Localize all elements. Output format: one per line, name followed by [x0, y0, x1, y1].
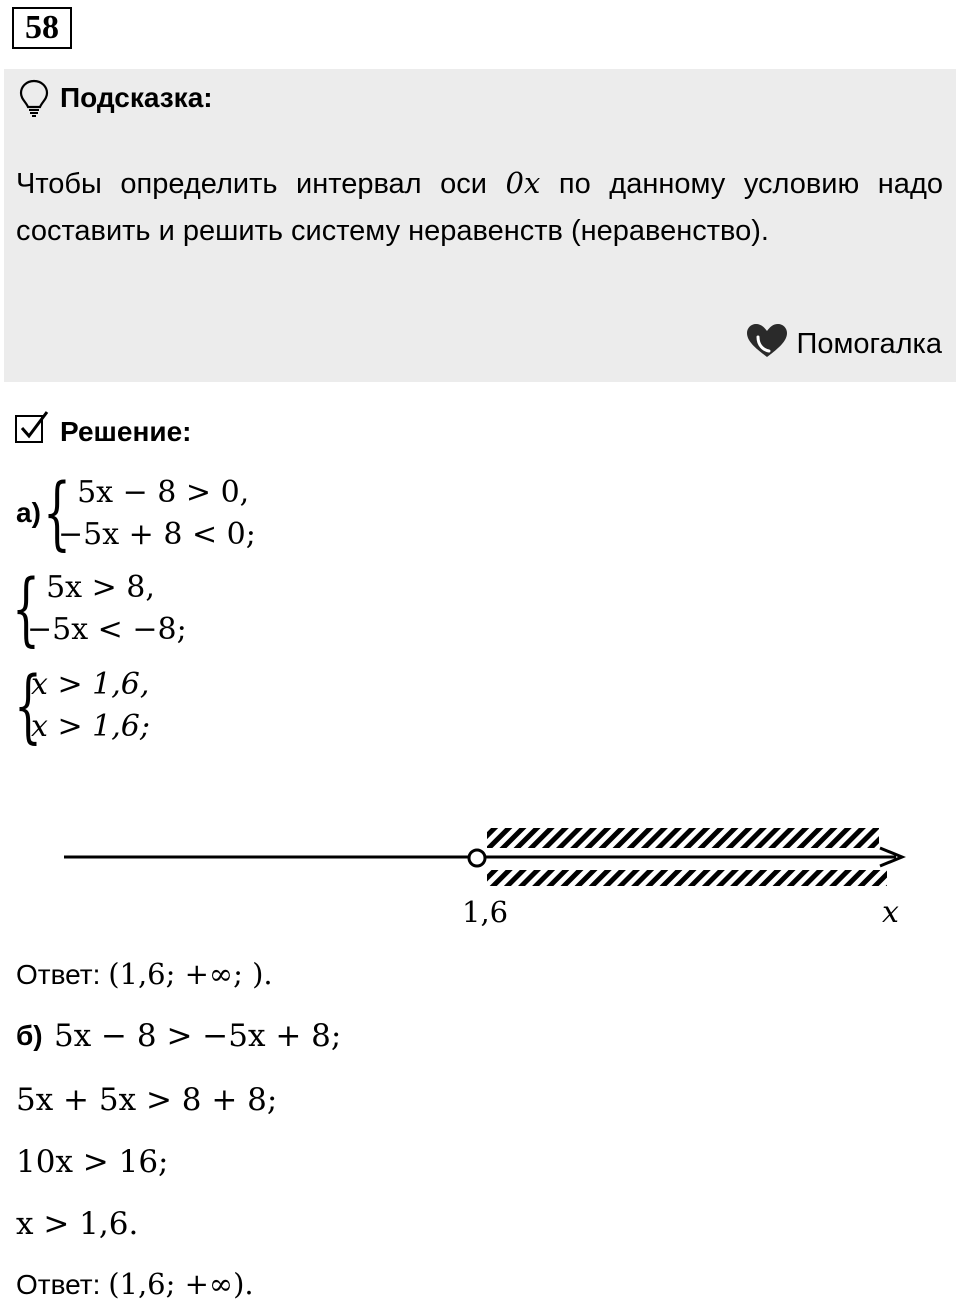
- task-number: 58: [12, 7, 72, 49]
- part-a-label: а): [16, 497, 41, 528]
- helper-label: Помогалка: [796, 328, 942, 360]
- system1-line-2: −5x + 8 < 0;: [58, 517, 256, 552]
- answer-b-value: (1,6; +∞).: [108, 1267, 254, 1301]
- system1-line-1: 5x − 8 > 0,: [58, 475, 250, 510]
- lightbulb-icon: [18, 78, 50, 123]
- solution-title: Решение:: [60, 416, 192, 447]
- hint-axis-name: 0x: [505, 166, 541, 200]
- system2-brace: {: [12, 562, 40, 655]
- heart-icon: [745, 323, 789, 370]
- part-b-label: б): [16, 1020, 43, 1051]
- system2-line-1: 5x > 8,: [27, 570, 155, 605]
- answer-a-label: Ответ:: [16, 959, 109, 990]
- part-b-line-3: 10x > 16;: [16, 1144, 169, 1180]
- system2-line-2: −5x < −8;: [27, 612, 187, 647]
- part-b-line-2: 5x + 5x > 8 + 8;: [16, 1082, 278, 1118]
- helper-link[interactable]: [745, 323, 942, 370]
- upper-hatching: [487, 828, 879, 848]
- open-point: [469, 850, 485, 866]
- system3-brace: {: [14, 659, 42, 752]
- system1: [58, 472, 256, 556]
- axis-label: x: [882, 895, 899, 930]
- answer-b: [16, 1264, 254, 1305]
- part-b-line-4: x > 1,6.: [16, 1206, 139, 1242]
- answer-b-label: Ответ:: [16, 1269, 109, 1300]
- hint-title: Подсказка:: [60, 82, 213, 113]
- hint-text-after: по данному условию надо составить и решить систему неравенств (неравенство).: [16, 168, 943, 247]
- hint-text: [16, 160, 943, 255]
- answer-a-value: (1,6; +∞; ).: [108, 957, 273, 991]
- system3-line-1: x > 1,6,: [31, 667, 150, 702]
- hint-text-before: Чтобы определить интервал оси: [16, 168, 506, 200]
- system1-brace: {: [43, 466, 71, 559]
- system3: [31, 664, 150, 748]
- point-label: 1,6: [462, 895, 509, 929]
- answer-a: [16, 954, 273, 995]
- system2: [27, 567, 187, 651]
- lower-hatching: [487, 870, 887, 886]
- checkbox-checked-icon: [14, 410, 50, 451]
- system3-line-2: x > 1,6;: [31, 709, 150, 744]
- part-b-line-1: 5x − 8 > −5x + 8;: [54, 1018, 342, 1054]
